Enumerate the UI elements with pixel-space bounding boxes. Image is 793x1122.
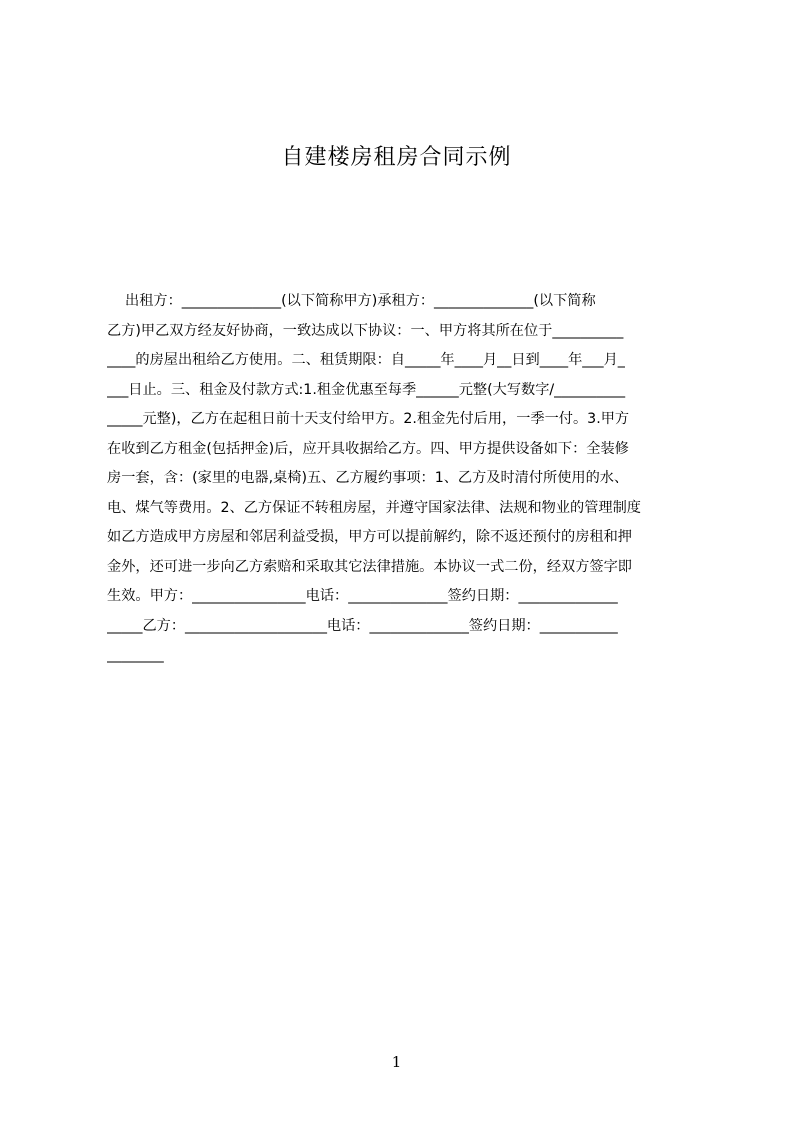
body-line: _____元整)，乙方在起租日前十天支付给甲方。2.租金先付后用，一季一付。3.甲方 (107, 411, 630, 427)
body-line: 电、煤气等费用。2、乙方保证不转租房屋，并遵守国家法律、法规和物业的管理制度 (107, 499, 641, 516)
body-line: 生效。甲方：________________电话：______________签约日期：______________ (107, 588, 618, 604)
body-line: 乙方)甲乙双方经友好协商，一致达成以下协议：一、甲方将其所在位于__________ (107, 322, 624, 339)
contract-body (107, 287, 699, 671)
body-line: 房一套，含：(家里的电器,桌椅)五、乙方履约事项：1、乙方及时清付所使用的水、 (107, 470, 629, 486)
body-line: 金外，还可进一步向乙方索赔和采取其它法律措施。本协议一式二份，经双方签字即 (107, 558, 632, 575)
body-line: _____乙方：____________________电话：______________签约日期：___________ (107, 617, 618, 634)
body-line: 如乙方造成甲方房屋和邻居利益受损，甲方可以提前解约，除不返还预付的房租和押 (107, 529, 632, 545)
page-number: 1 (391, 1053, 402, 1071)
body-line: ___日止。三、租金及付款方式:1.租金优惠至每季______元整(大写数字/__________ (107, 381, 626, 398)
body-line: 在收到乙方租金(包括押金)后，应开具收据给乙方。四、甲方提供设备如下：全装修 (107, 440, 629, 457)
body-line: ________ (107, 647, 164, 663)
document-title: 自建楼房租房合同示例 (281, 145, 512, 170)
body-line: 出租方：______________(以下简称甲方)承租方：______________(以下简称 (107, 293, 596, 309)
body-line: ____的房屋出租给乙方使用。二、租赁期限：自_____年____月__日到____年___月_ (107, 352, 625, 368)
